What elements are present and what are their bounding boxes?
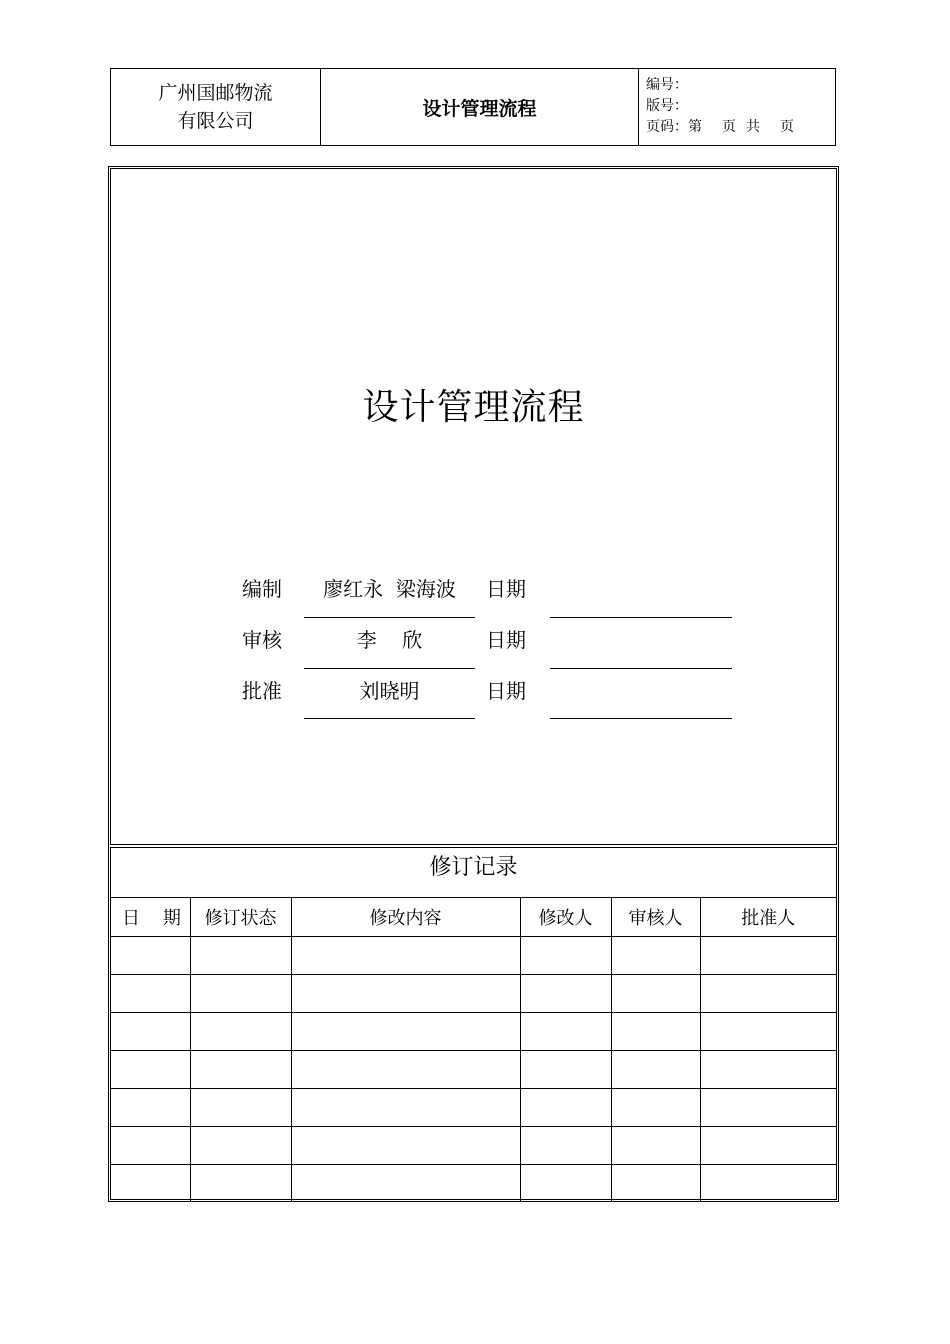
table-cell: [700, 1088, 836, 1126]
table-cell: [611, 1126, 700, 1164]
page-ye2: 页: [780, 119, 794, 135]
table-cell: [111, 1050, 190, 1088]
table-cell: [700, 1126, 836, 1164]
table-row: [111, 1012, 836, 1050]
table-cell: [291, 936, 520, 974]
date-label: 日期: [486, 679, 526, 703]
table-cell: [291, 1050, 520, 1088]
signature-label: 编制: [242, 577, 282, 601]
header-meta: [639, 69, 835, 145]
date-line: [550, 617, 732, 618]
signature-line: [304, 718, 475, 719]
company-name-line1: 广州国邮物流: [158, 82, 273, 104]
table-cell: [520, 1088, 611, 1126]
table-cell: [611, 1012, 700, 1050]
column-header-modifier: 修改人: [520, 898, 611, 936]
page-di: 第: [688, 119, 702, 135]
signature-name: 李 欣: [356, 628, 423, 652]
code-field: [646, 75, 835, 96]
column-header-status: 修订状态: [190, 898, 291, 936]
column-header-date: 日 期: [111, 898, 190, 936]
table-cell: [700, 1012, 836, 1050]
table-cell: [190, 1088, 291, 1126]
date-line: [550, 668, 732, 669]
table-cell: [611, 936, 700, 974]
table-cell: [190, 1050, 291, 1088]
column-header-reviewer: 审核人: [611, 898, 700, 936]
version-label: 版号：: [646, 98, 688, 114]
page-number-field: [646, 117, 835, 138]
table-cell: [520, 1050, 611, 1088]
signature-label: 批准: [242, 679, 282, 703]
table-cell: [291, 1164, 520, 1202]
signature-name: 廖红永 梁海波: [323, 577, 456, 601]
document-title: 设计管理流程: [362, 387, 585, 428]
table-cell: [111, 1088, 190, 1126]
table-cell: [111, 1126, 190, 1164]
table-row: [111, 974, 836, 1012]
revision-table: [111, 898, 836, 1202]
table-cell: [190, 1126, 291, 1164]
signature-name: 刘晓明: [359, 679, 420, 703]
table-row: [111, 1088, 836, 1126]
page-ye: 页: [722, 119, 736, 135]
table-cell: [111, 974, 190, 1012]
table-cell: [520, 936, 611, 974]
revision-title: 修订记录: [111, 848, 836, 898]
table-cell: [111, 1164, 190, 1202]
table-cell: [611, 974, 700, 1012]
page-label: 页码：: [646, 119, 688, 135]
table-cell: [520, 1126, 611, 1164]
company-name-cell: [111, 69, 321, 145]
table-cell: [520, 1012, 611, 1050]
table-cell: [291, 1012, 520, 1050]
signature-line: [304, 617, 475, 618]
table-cell: [520, 974, 611, 1012]
table-cell: [291, 1088, 520, 1126]
column-header-approver: 批准人: [700, 898, 836, 936]
version-field: [646, 96, 835, 117]
table-cell: [190, 1164, 291, 1202]
revision-header-row: [111, 898, 836, 936]
signature-label: 审核: [242, 628, 282, 652]
table-cell: [520, 1164, 611, 1202]
table-cell: [111, 1012, 190, 1050]
signature-line: [304, 668, 475, 669]
table-cell: [700, 974, 836, 1012]
table-cell: [611, 1088, 700, 1126]
table-cell: [111, 936, 190, 974]
table-cell: [291, 1126, 520, 1164]
table-cell: [190, 974, 291, 1012]
code-label: 编号：: [646, 77, 688, 93]
table-row: [111, 936, 836, 974]
table-row: [111, 1164, 836, 1202]
revision-record: [110, 847, 837, 1200]
cover-section: [110, 168, 837, 845]
table-cell: [700, 1050, 836, 1088]
table-cell: [190, 1012, 291, 1050]
header-title: 设计管理流程: [321, 69, 639, 145]
page-gong: 共: [746, 119, 760, 135]
column-header-content: 修改内容: [291, 898, 520, 936]
company-name-line2: 有限公司: [177, 110, 254, 132]
table-cell: [190, 936, 291, 974]
table-cell: [611, 1164, 700, 1202]
table-cell: [700, 936, 836, 974]
table-row: [111, 1050, 836, 1088]
date-label: 日期: [486, 628, 526, 652]
document-header: [110, 68, 836, 146]
table-cell: [700, 1164, 836, 1202]
date-label: 日期: [486, 577, 526, 601]
date-line: [550, 718, 732, 719]
table-cell: [291, 974, 520, 1012]
table-cell: [611, 1050, 700, 1088]
table-row: [111, 1126, 836, 1164]
